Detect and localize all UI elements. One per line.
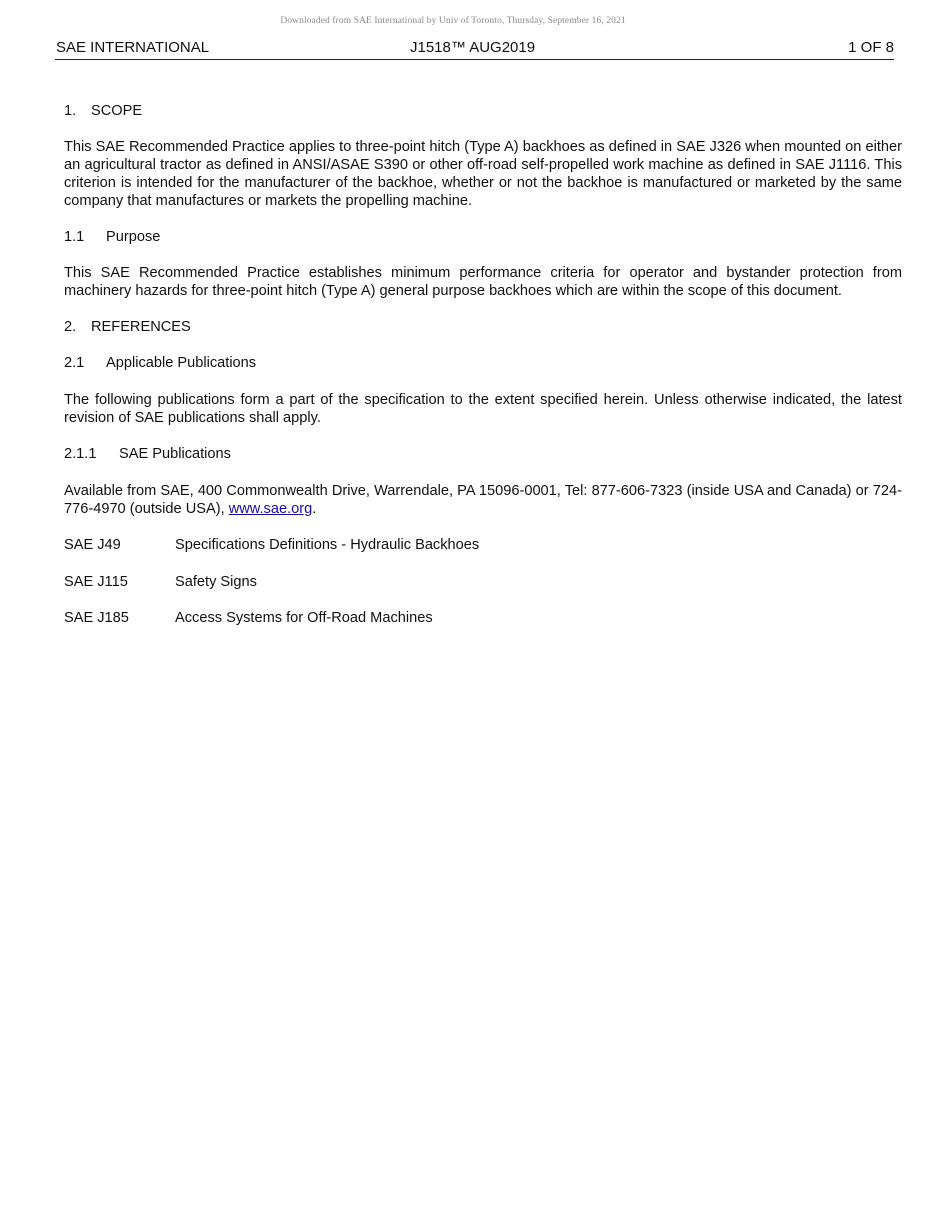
reference-title: Safety Signs <box>175 574 257 590</box>
section-number: 2. <box>64 319 77 335</box>
purpose-paragraph: This SAE Recommended Practice establishes minimum performance criteria for operator and bystander protection from machinery hazards for three-point hitch (Type A) general purpose backhoes which are within the scope of this document. <box>64 265 902 299</box>
reference-item <box>64 536 902 554</box>
reference-title: Access Systems for Off-Road Machines <box>175 610 433 626</box>
sae-publications-paragraph <box>64 482 902 518</box>
section-number: 2.1.1 <box>64 446 97 462</box>
document-body <box>64 102 902 627</box>
section-scope-heading <box>64 102 902 120</box>
reference-item <box>64 609 902 627</box>
section-title: REFERENCES <box>91 319 191 335</box>
sae-website-link[interactable]: www.sae.org <box>228 501 313 517</box>
section-applicable-heading <box>64 354 902 372</box>
section-number: 2.1 <box>64 355 85 371</box>
section-purpose-heading <box>64 228 902 246</box>
reference-code: SAE J49 <box>64 537 121 553</box>
reference-title: Specifications Definitions - Hydraulic Backhoes <box>175 537 480 553</box>
reference-code: SAE J115 <box>64 574 128 590</box>
section-title: Applicable Publications <box>106 355 257 371</box>
header-organization: SAE INTERNATIONAL <box>56 39 210 56</box>
section-title: Purpose <box>106 229 161 245</box>
section-number: 1.1 <box>64 229 85 245</box>
reference-item <box>64 573 902 591</box>
section-title: SAE Publications <box>119 446 231 462</box>
header-page-number: 1 OF 8 <box>848 39 894 56</box>
availability-text: Available from SAE, 400 Commonwealth Drive, Warrendale, PA 15096-0001, Tel: 877-606-7323 (inside USA and Canada) or 724-776-4970 (outside USA), <box>64 483 902 517</box>
section-sae-publications-heading <box>64 445 902 463</box>
availability-text-end: . <box>312 501 317 517</box>
section-references-heading <box>64 318 902 336</box>
header-document-id: J1518™ AUG2019 <box>410 39 536 56</box>
download-watermark: Downloaded from SAE International by Univ of Toronto, Thursday, September 16, 2021 <box>280 16 626 26</box>
page-header <box>55 38 894 60</box>
reference-code: SAE J185 <box>64 610 129 626</box>
applicable-paragraph: The following publications form a part of the specification to the extent specified herein. Unless otherwise indicated, the latest revision of SAE publications shall apply. <box>64 392 902 426</box>
section-title: SCOPE <box>91 103 143 119</box>
section-number: 1. <box>64 103 77 119</box>
scope-paragraph: This SAE Recommended Practice applies to three-point hitch (Type A) backhoes as defined in SAE J326 when mounted on either an agricultural tractor as defined in ANSI/ASAE S390 or other off-road self-propelled work machine as defined in SAE J1116. This criterion is intended for the manufacturer of the backhoe, whether or not the backhoe is manufactured or marketed by the same company that manufactures or markets the propelling machine. <box>64 139 902 209</box>
